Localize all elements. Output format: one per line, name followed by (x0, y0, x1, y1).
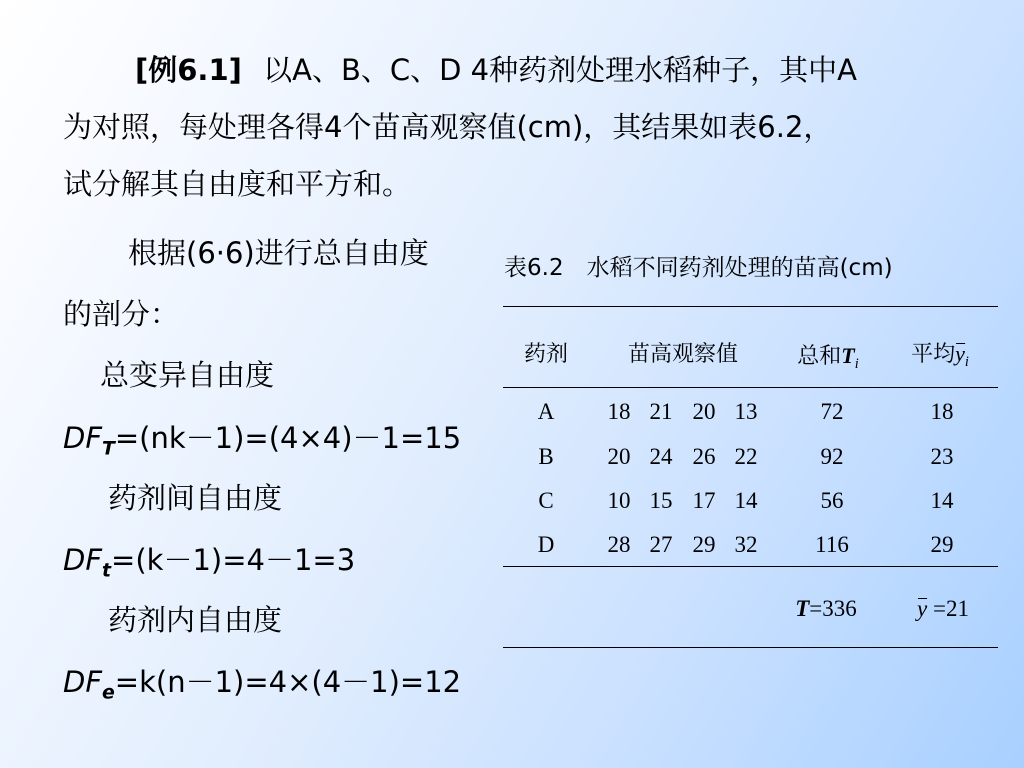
grand-total-value: =336 (809, 596, 857, 621)
table-bottom-rule (503, 647, 998, 648)
row-total: 56 (820, 488, 844, 513)
partition-line-1: 根据(6·6)进行总自由度 (128, 236, 429, 270)
row-total: 72 (820, 399, 844, 424)
row-value: 18 (607, 399, 631, 424)
total-df-formula (63, 418, 461, 470)
within-df-expression: =k(n－1)=4×(4－1)=12 (114, 665, 462, 699)
row-value: 27 (649, 532, 673, 557)
row-mean: 14 (930, 488, 954, 513)
intro-line-1 (135, 50, 857, 90)
between-df-expression: =(k－1)=4－1=3 (111, 543, 356, 577)
row-value: 13 (734, 399, 758, 424)
total-df-heading: 总变异自由度 (100, 358, 275, 392)
row-value: 22 (734, 444, 758, 469)
grand-mean-symbol: y (917, 596, 928, 621)
row-treatment: C (538, 488, 554, 513)
body-bottom-rule (503, 566, 998, 567)
df-symbol: DF (63, 421, 103, 455)
within-df-formula (63, 662, 461, 714)
example-label: [例6.1] (135, 53, 242, 87)
header-mean (911, 337, 969, 371)
row-mean: 23 (930, 444, 954, 469)
row-value: 10 (607, 488, 631, 513)
row-value: 17 (692, 488, 716, 513)
row-value: 20 (692, 399, 716, 424)
row-treatment: D (537, 532, 555, 557)
df-subscript-e: e (102, 682, 115, 704)
header-mean-subscript: i (964, 354, 969, 370)
row-value: 20 (607, 444, 631, 469)
row-value: 32 (734, 532, 758, 557)
total-df-expression: =(nk－1)=(4×4)－1=15 (114, 421, 462, 455)
header-total (797, 339, 858, 373)
header-observations: 苗高观察值 (627, 342, 739, 367)
row-value: 24 (649, 444, 673, 469)
header-bottom-rule (503, 387, 998, 388)
header-treatment: 药剂 (523, 342, 569, 367)
row-value: 29 (692, 532, 716, 557)
intro-line-2: 为对照，每处理各得4个苗高观察值(cm)，其结果如表6.2， (63, 110, 833, 144)
grand-total (795, 596, 857, 622)
header-total-subscript: i (854, 356, 859, 372)
between-df-heading: 药剂间自由度 (108, 481, 283, 515)
grand-total-symbol: T (795, 596, 810, 621)
grand-mean (917, 596, 969, 622)
table-top-rule (503, 306, 998, 307)
between-df-formula (63, 540, 355, 592)
row-value: 28 (607, 532, 631, 557)
within-df-heading: 药剂内自由度 (108, 603, 283, 637)
intro-line-3: 试分解其自由度和平方和。 (63, 167, 412, 201)
row-total: 116 (815, 532, 849, 557)
header-mean-symbol: y (955, 341, 965, 366)
row-mean: 29 (930, 532, 954, 557)
header-total-symbol: T (841, 343, 855, 368)
row-value: 26 (692, 444, 716, 469)
header-total-label: 总和 (797, 344, 842, 369)
intro-line-1-text: 以A、B、C、D 4种药剂处理水稻种子，其中A (263, 53, 857, 87)
row-treatment: A (537, 399, 555, 424)
row-mean: 18 (930, 399, 954, 424)
row-value: 21 (649, 399, 673, 424)
grand-mean-value: =21 (927, 596, 969, 621)
row-total: 92 (820, 444, 844, 469)
df-subscript-T: T (102, 438, 115, 460)
table-caption: 表6.2 水稻不同药剂处理的苗高(cm) (504, 255, 893, 281)
df-subscript-t: t (102, 560, 112, 582)
df-symbol: DF (63, 543, 103, 577)
df-symbol: DF (63, 665, 103, 699)
row-treatment: B (538, 444, 554, 469)
row-value: 15 (649, 488, 673, 513)
partition-line-2: 的剖分： (63, 297, 180, 331)
row-value: 14 (734, 488, 758, 513)
header-mean-label: 平均 (911, 342, 956, 367)
